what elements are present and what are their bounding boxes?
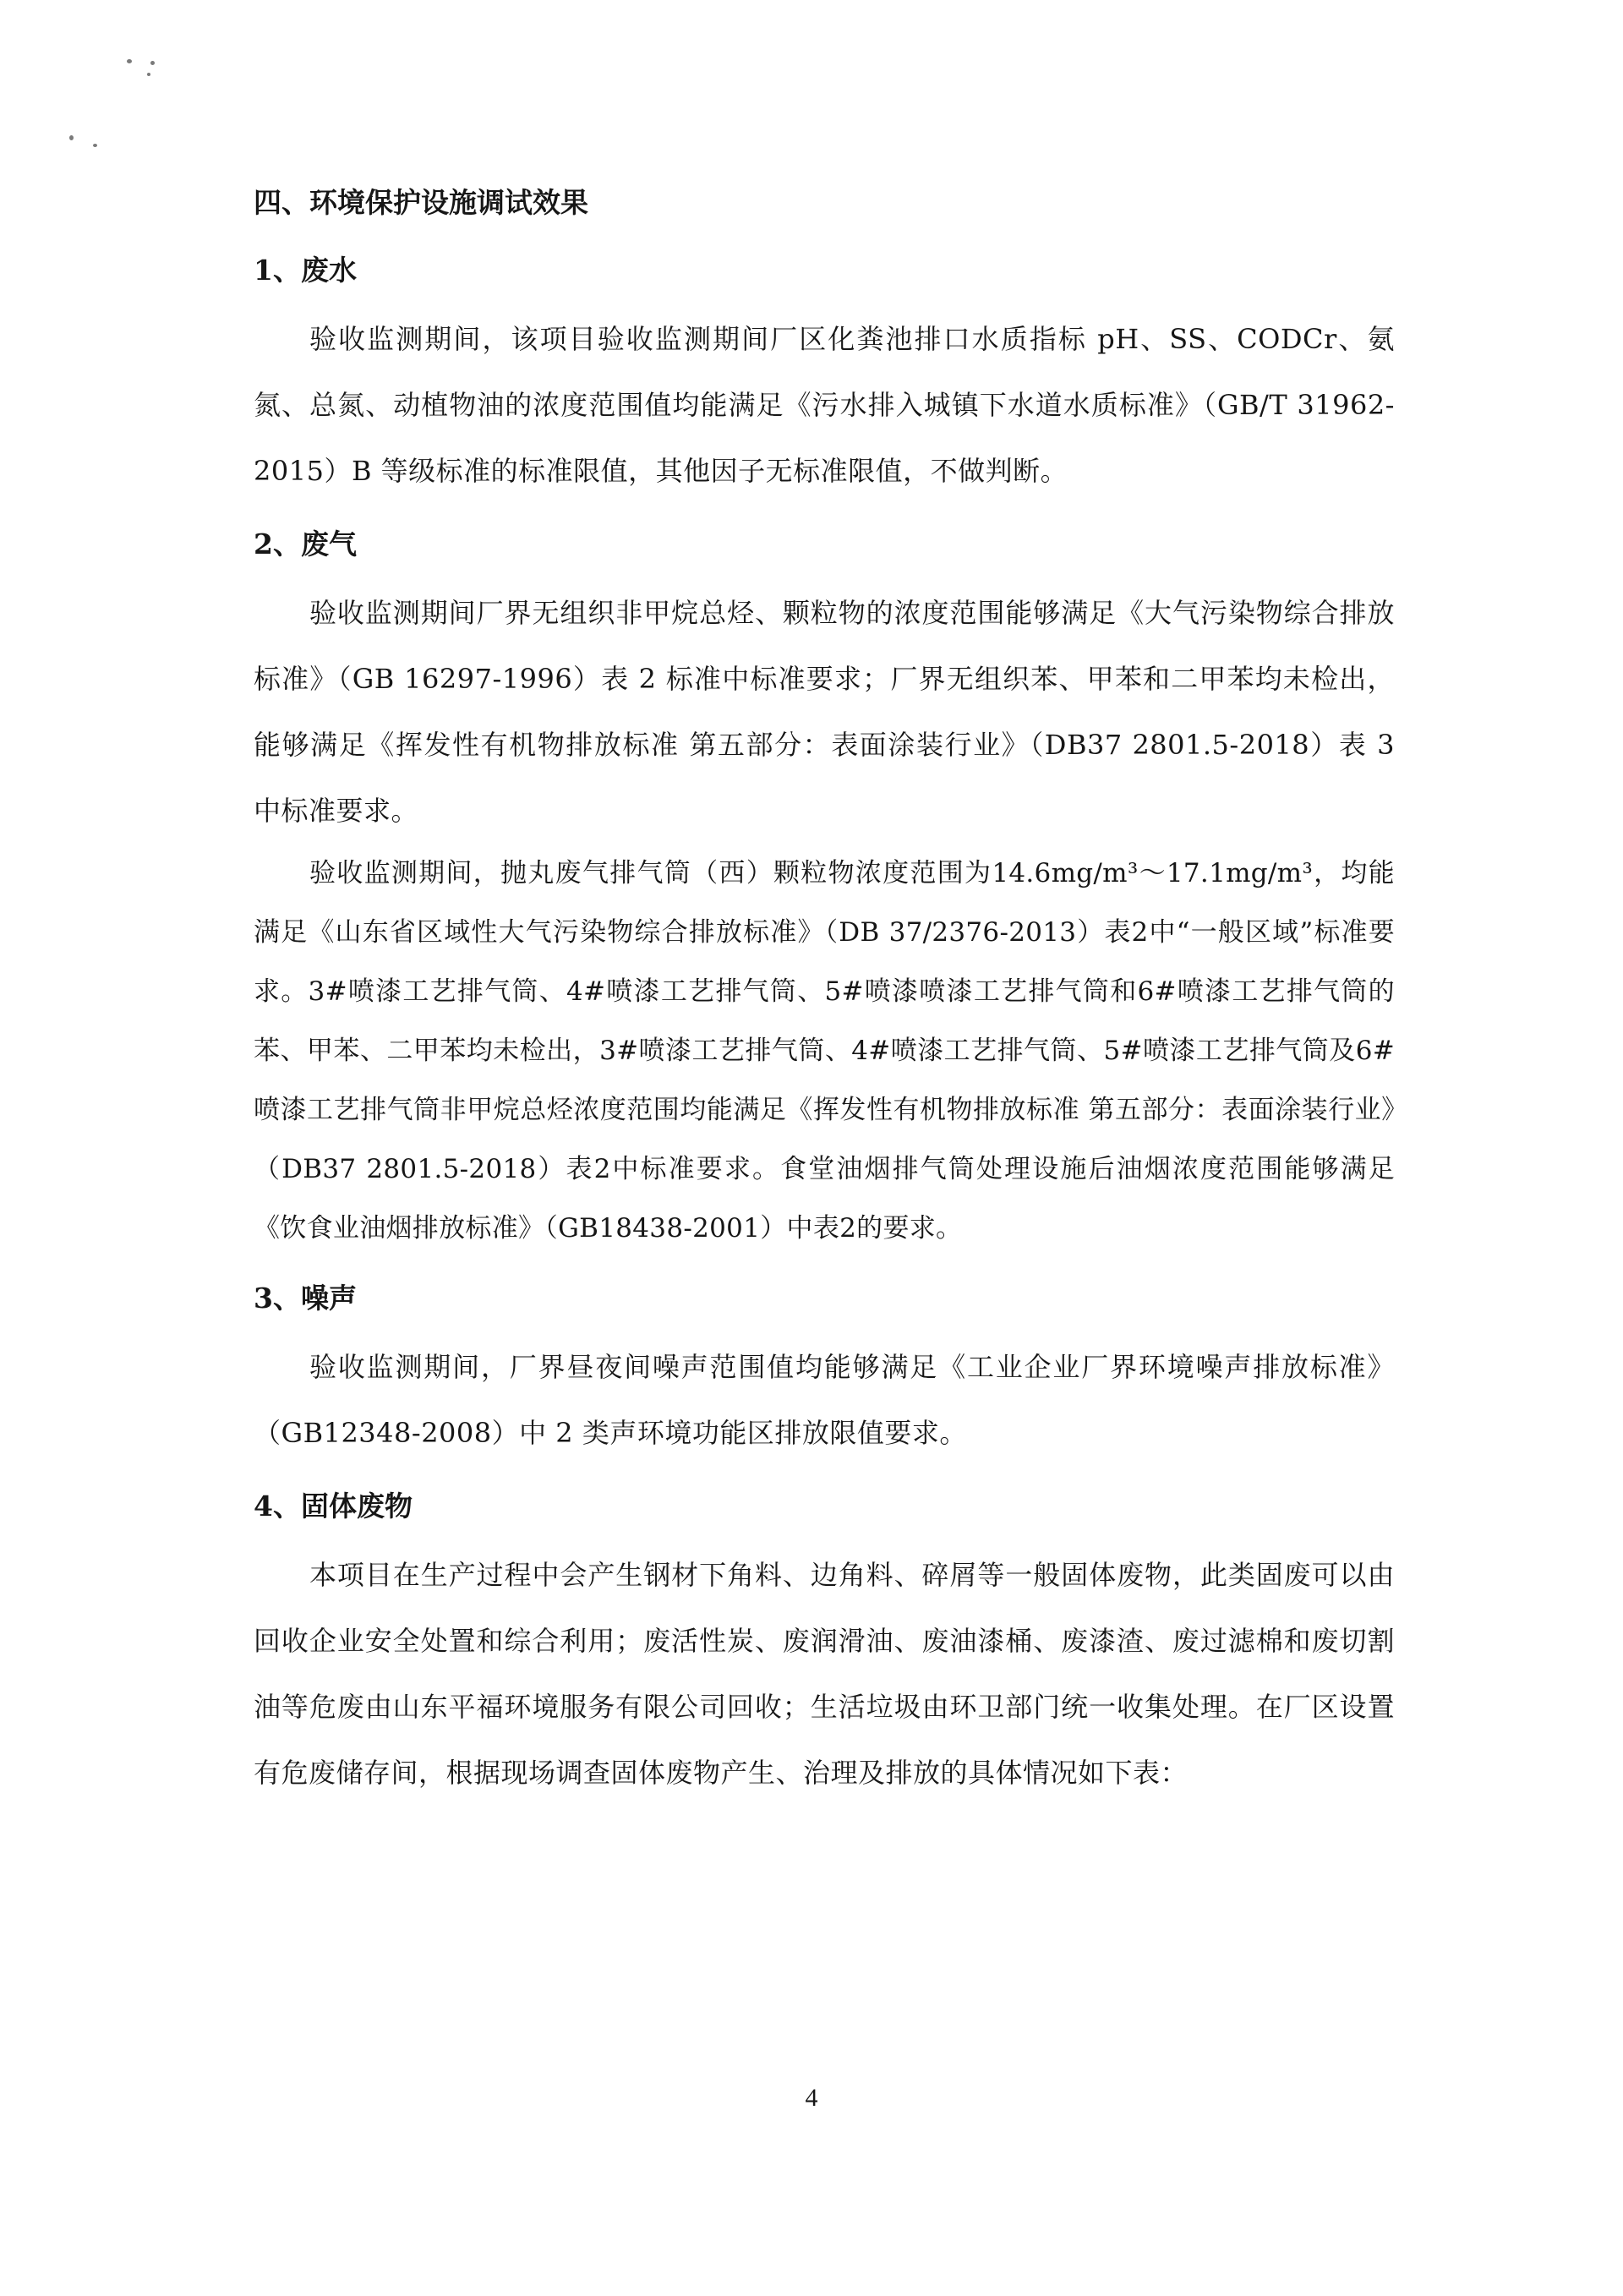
paragraph: 验收监测期间，该项目验收监测期间厂区化粪池排口水质指标 pH、SS、CODCr、氨氮、总氮、动植物油的浓度范围值均能满足《污水排入城镇下水道水质标准》（GB/T 31962-2015）B 等级标准的标准限值，其他因子无标准限值，不做判断。 [254,323,1395,487]
scan-speck [147,73,150,76]
scan-speck [93,144,97,147]
scan-speck [127,59,132,63]
section-waste-gas [254,511,1395,1258]
scan-speck [150,61,155,65]
section-wastewater [254,237,1395,504]
scan-speck [69,135,74,140]
section-noise [254,1265,1395,1466]
section-heading: 四、环境保护设施调试效果 [254,186,588,219]
subsection-title: 3、噪声 [254,1282,357,1315]
subsection-title: 2、废气 [254,528,357,560]
paragraph: 验收监测期间，抛丸废气排气筒（西）颗粒物浓度范围为14.6mg/m³～17.1mg/m³，均能满足《山东省区域性大气污染物综合排放标准》（DB 37/2376-2013）表2中“一般区域”标准要求。3#喷漆工艺排气筒、4#喷漆工艺排气筒、5#喷漆喷漆工艺排气筒和6#喷漆工艺排气筒的苯、甲苯、二甲苯均未检出，3#喷漆工艺排气筒、4#喷漆工艺排气筒、5#喷漆工艺排气筒及6#喷漆工艺排气筒非甲烷总烃浓度范围均能满足《挥发性有机物排放标准 第五部分：表面涂装行业》（DB37 2801.5-2018）表2中标准要求。食堂油烟排气筒处理设施后油烟浓度范围能够满足《饮食业油烟排放标准》（GB18438-2001）中表2的要求。 [254,858,1395,1244]
section-solid-waste [254,1473,1395,1806]
page-number: 4 [805,2084,818,2112]
paragraph: 验收监测期间厂界无组织非甲烷总烃、颗粒物的浓度范围能够满足《大气污染物综合排放标准》（GB 16297-1996）表 2 标准中标准要求；厂界无组织苯、甲苯和二甲苯均未检出，能够满足《挥发性有机物排放标准 第五部分：表面涂装行业》（DB37 2801.5-2018）表 3 中标准要求。 [254,597,1395,827]
paragraph: 验收监测期间，厂界昼夜间噪声范围值均能够满足《工业企业厂界环境噪声排放标准》（GB12348-2008）中 2 类声环境功能区排放限值要求。 [254,1351,1395,1449]
document-body [254,169,1395,1806]
subsection-title: 4、固体废物 [254,1490,413,1522]
paragraph: 本项目在生产过程中会产生钢材下角料、边角料、碎屑等一般固体废物，此类固废可以由回收企业安全处置和综合利用；废活性炭、废润滑油、废油漆桶、废漆渣、废过滤棉和废切割油等危废由山东平福环境服务有限公司回收；生活垃圾由环卫部门统一收集处理。在厂区设置有危废储存间，根据现场调查固体废物产生、治理及排放的具体情况如下表： [254,1559,1395,1789]
subsection-title: 1、废水 [254,254,357,287]
